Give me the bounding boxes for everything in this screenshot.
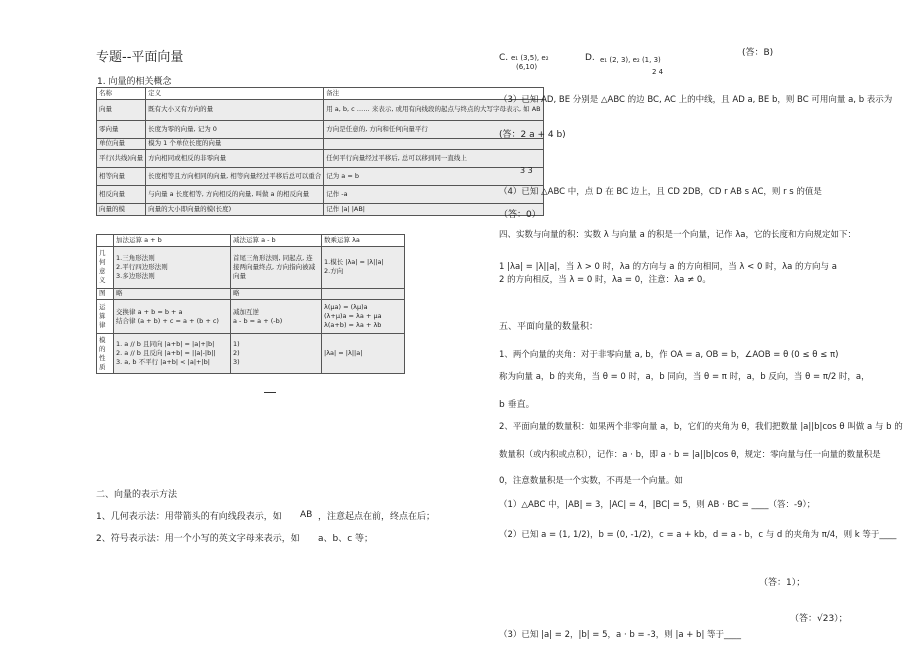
table-cell: 长度为零的向量, 记为 0 [146,120,324,138]
table-cell [322,288,405,300]
table-cell: 向量的模 [97,204,146,216]
table-cell: 运算律 [97,300,114,334]
vector-label: AB [300,510,313,520]
section-heading-2: 二、向量的表示方法 [96,490,178,500]
paragraph-line: 数量积（或内积或点积），记作：a · b，即 a · b = |a||b|cos θ，规定：零向量与任一向量的数量积是 [499,450,881,460]
table-header-cell: 备注 [324,88,543,100]
table-header-cell: 加法运算 a + b [114,235,231,247]
table-header-cell [97,235,114,247]
table-cell: 相等向量 [97,168,146,186]
option-c-sub: (6,10) [516,63,538,71]
table-row [97,246,405,288]
table-cell: 几何意义 [97,246,114,288]
answer: (答：B) [742,48,774,58]
answer: （答：√23）； [790,614,848,624]
table-header-cell: 减法运算 a - b [231,235,322,247]
table-row [97,150,544,168]
table-cell: 1) 2) 3) [231,334,322,374]
paragraph-line: 1、两个向量的夹角：对于非零向量 a, b，作 OA = a, OB = b，∠AOB = θ (0 ≤ θ ≤ π) [499,350,839,360]
table-row [97,300,405,334]
table-cell: 减加互逆 a - b = a + (-b) [231,300,322,334]
table-cell: λ(μa) = (λμ)a (λ+μ)a = λa + μa λ(a+b) = λa + λb [322,300,405,334]
example-1: （1）△ABC 中，|AB| = 3，|AC| = 4，|BC| = 5，则 AB · BC = ____（答：-9）； [499,500,816,510]
paragraph-line: 称为向量 a，b 的夹角，当 θ = 0 时，a，b 同向，当 θ = π 时，a，b 反向，当 θ = π/2 时，a， [499,372,870,382]
section-heading-1: 1. 向量的相关概念 [97,77,172,87]
question-3: （3）已知 AD, BE 分别是 △ABC 的边 BC, AC 上的中线，且 AD a, BE b，则 BC 可用向量 a, b 表示为 [499,95,893,105]
option-c-vectors: e₁ (3,5), e₂ [511,54,549,62]
table-cell: 记作 |a| |AB| [324,204,543,216]
table-cell: 模的性质 [97,334,114,374]
example-2: （2）已知 a = (1, 1/2)，b = (0, -1/2)，c = a + kb，d = a - b，c 与 d 的夹角为 π/4，则 k 等于____ [499,530,897,540]
table-row [97,168,544,186]
table-cell: 平行(共线)向量 [97,150,146,168]
table-cell: 长度相等且方向相同的向量, 相等向量经过平移后总可以重合 [146,168,324,186]
page-title: 专题--平面向量 [96,50,184,65]
option-d: D. [585,53,595,63]
question-4: （4）已知 △ABC 中，点 D 在 BC 边上，且 CD 2DB，CD r AB s AC，则 r s 的值是 [499,187,822,197]
table-cell: 交换律 a + b = b + a 结合律 (a + b) + c = a + (b + c) [114,300,231,334]
table-cell: 1. a // b 且同向 |a+b| = |a|+|b| 2. a // b 且反向 |a+b| = ||a|-|b|| 3. a, b 不平行 |a+b| < |a|+|b| [114,334,231,374]
table-row [97,120,544,138]
table-row [97,99,544,120]
paragraph-line: a、b、c 等； [318,534,374,544]
section-heading-5: 五、平面向量的数量积： [499,322,599,332]
table-cell: 零向量 [97,120,146,138]
table-cell: 单位向量 [97,138,146,150]
table-header-cell: 定义 [146,88,324,100]
table-cell: 向量 [97,99,146,120]
paragraph-line: 2、平面向量的数量积：如果两个非零向量 a，b，它们的夹角为 θ，我们把数量 |a||b|cos θ 叫做 a 与 b 的 [499,422,903,432]
table-row [97,334,405,374]
table-header-cell: 名称 [97,88,146,100]
table-cell: 向量的大小即向量的模(长度) [146,204,324,216]
table-cell: |λa| = |λ||a| [322,334,405,374]
table-cell: 1.三角形法则 2.平行四边形法则 3.多边形法则 [114,246,231,288]
table-row [97,288,405,300]
table-cell: 方向是任意的, 方向和任何向量平行 [324,120,543,138]
table-cell: 模为 1 个单位长度的向量 [146,138,324,150]
table-row [97,204,544,216]
divider [264,392,276,393]
table-row [97,186,544,204]
table-cell: 方向相同或相反的非零向量 [146,150,324,168]
table-cell: 首尾三角形法则, 同起点, 连接两向量终点, 方向指向被减向量 [231,246,322,288]
answer: （答：0） [499,210,541,220]
paragraph-line: b 垂直。 [499,400,535,410]
table-header-cell: 数乘运算 λa [322,235,405,247]
concept-table [96,87,544,216]
paragraph-line: 2 的方向相反，当 λ = 0 时，λa = 0，注意：λa ≠ 0。 [499,275,711,285]
table-cell: 记作 -a [324,186,543,204]
example-3: （3）已知 |a| = 2，|b| = 5，a · b = -3，则 |a + b| 等于____ [499,630,742,640]
table-cell: 图 [97,288,114,300]
table-cell: 既有大小又有方向的量 [146,99,324,120]
answer-fraction: 3 3 [520,166,533,175]
section-heading-4: 四、实数与向量的积：实数 λ 与向量 a 的积是一个向量，记作 λa，它的长度和方向规定如下： [499,230,856,240]
table-row [97,138,544,150]
table-cell: 用 a, b, c …… 来表示, 或用有向线段的起点与终点的大写字母表示, 如 AB [324,99,543,120]
table-cell: 相反向量 [97,186,146,204]
table-cell: 任何平行向量经过平移后, 总可以移到同一直线上 [324,150,543,168]
table-cell: 略 [114,288,231,300]
operations-table [96,234,405,374]
paragraph-line: 0，注意数量积是一个实数，不再是一个向量。如 [499,476,683,486]
option-c: C. [499,53,509,63]
option-d-frac: 2 4 [652,68,664,76]
table-header-row [97,88,544,100]
table-cell: 记为 a = b [324,168,543,186]
table-cell: 略 [231,288,322,300]
paragraph-line: 2、符号表示法：用一个小写的英文字母来表示，如 [96,534,300,544]
table-cell: 与向量 a 长度相等, 方向相反的向量, 叫做 a 的相反向量 [146,186,324,204]
paragraph-line: 1 |λa| = |λ||a|，当 λ > 0 时，λa 的方向与 a 的方向相同，当 λ < 0 时，λa 的方向与 a [499,262,837,272]
table-cell: 1.模长 |λa| = |λ||a| 2.方向 [322,246,405,288]
paragraph-line: 1、几何表示法：用带箭头的有向线段表示，如 [96,512,282,522]
answer: （答：1）； [759,578,806,588]
option-d-vectors: e₁ (2, 3), e₂ (1, 3) [600,56,661,64]
table-header-row [97,235,405,247]
answer: (答：2 a + 4 b) [499,130,566,140]
paragraph-line: ，注意起点在前，终点在后； [318,512,436,522]
